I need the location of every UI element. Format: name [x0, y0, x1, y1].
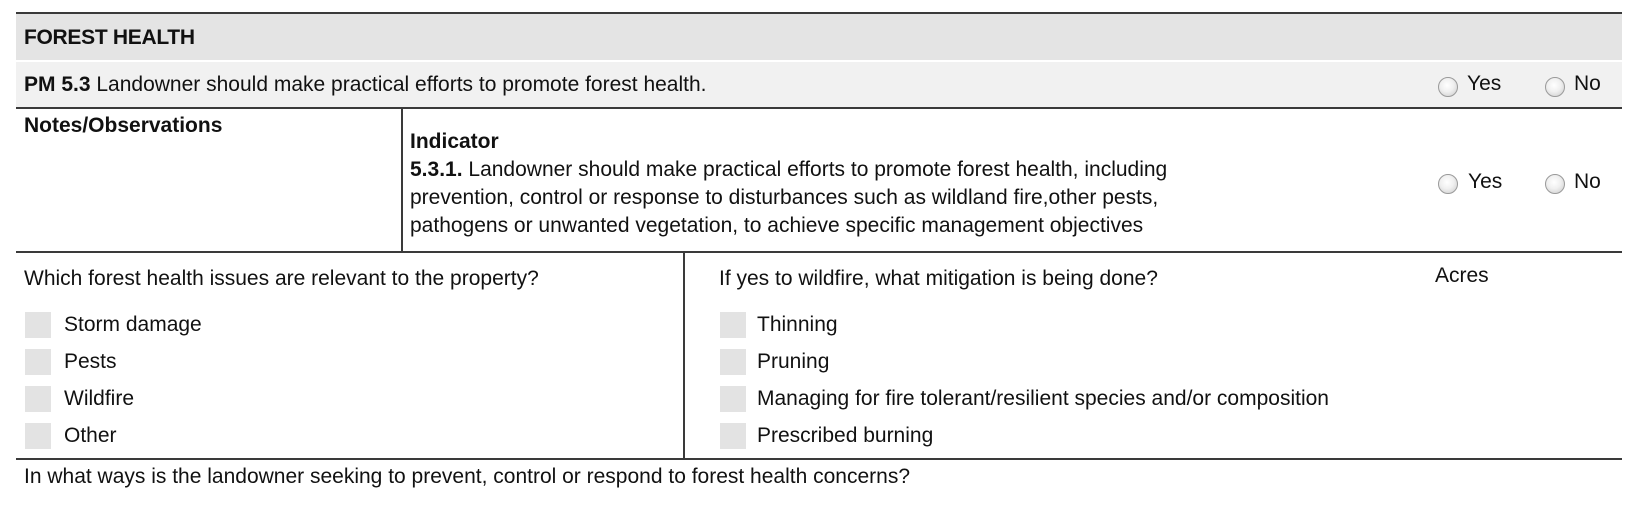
pests-checkbox[interactable] — [25, 349, 51, 375]
pm-yes-label: Yes — [1467, 72, 1502, 95]
other-checkbox[interactable] — [25, 423, 51, 449]
divider-indicator — [16, 251, 1622, 253]
issues-divider — [683, 253, 685, 458]
indicator-heading: Indicator — [410, 130, 499, 153]
thinning-label: Thinning — [757, 313, 838, 336]
bottom-question: In what ways is the landowner seeking to prevent, control or respond to forest health concerns? — [24, 465, 910, 488]
fire-tolerant-species-label: Managing for fire tolerant/resilient species and/or composition — [757, 387, 1329, 410]
indicator-line-2: prevention, control or response to disturbances such as wildland fire,other pests, — [410, 186, 1159, 209]
pm-no-radio[interactable] — [1545, 77, 1565, 97]
divider-pm — [16, 107, 1622, 109]
other-label: Other — [64, 424, 117, 447]
notes-divider — [401, 109, 403, 251]
mitigation-question: If yes to wildfire, what mitigation is being done? — [719, 267, 1158, 290]
pruning-label: Pruning — [757, 350, 830, 373]
indicator-no-radio[interactable] — [1545, 174, 1565, 194]
thinning-checkbox[interactable] — [720, 312, 746, 338]
prescribed-burning-label: Prescribed burning — [757, 424, 934, 447]
storm-damage-label: Storm damage — [64, 313, 202, 336]
pm-code: PM 5.3 — [24, 73, 91, 96]
issues-question: Which forest health issues are relevant to the property? — [24, 267, 539, 290]
notes-label: Notes/Observations — [24, 114, 223, 137]
indicator-yes-radio[interactable] — [1438, 174, 1458, 194]
section-title: FOREST HEALTH — [24, 26, 195, 49]
indicator-line-3: pathogens or unwanted vegetation, to achieve specific management objectives — [410, 214, 1144, 237]
indicator-yes-label: Yes — [1468, 170, 1503, 193]
pm-statement — [24, 73, 707, 97]
section-header — [16, 12, 1622, 60]
wildfire-checkbox[interactable] — [25, 386, 51, 412]
indicator-line-1: 5.3.1. Landowner should make practical efforts to promote forest health, including — [410, 158, 1168, 181]
indicator-code: 5.3.1. — [410, 158, 463, 181]
pm-yes-radio[interactable] — [1438, 77, 1458, 97]
wildfire-label: Wildfire — [64, 387, 135, 410]
pruning-checkbox[interactable] — [720, 349, 746, 375]
pm-no-label: No — [1574, 72, 1601, 95]
pm-text: Landowner should make practical efforts to promote forest health. — [96, 73, 707, 96]
acres-label: Acres — [1435, 264, 1489, 287]
pests-label: Pests — [64, 350, 117, 373]
divider-bottom — [16, 458, 1622, 460]
storm-damage-checkbox[interactable] — [25, 312, 51, 338]
fire-tolerant-species-checkbox[interactable] — [720, 386, 746, 412]
indicator-no-label: No — [1574, 170, 1601, 193]
prescribed-burning-checkbox[interactable] — [720, 423, 746, 449]
pm-row — [16, 62, 1622, 107]
